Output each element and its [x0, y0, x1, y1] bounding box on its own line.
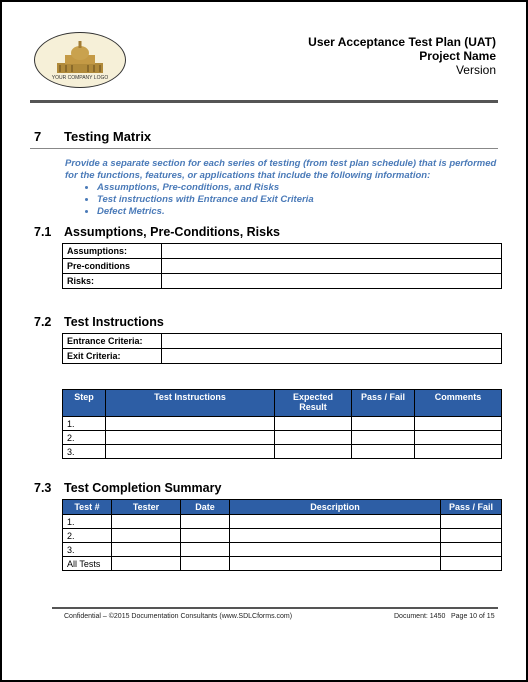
- table-cell[interactable]: [352, 445, 415, 459]
- section-7-intro: [65, 158, 505, 218]
- section-number: 7.3: [34, 481, 52, 495]
- test-instructions-table: [62, 389, 502, 459]
- table-cell[interactable]: [352, 431, 415, 445]
- table-cell[interactable]: [112, 515, 181, 529]
- company-logo: [34, 32, 126, 88]
- table-cell[interactable]: [441, 515, 502, 529]
- table-cell[interactable]: [112, 557, 181, 571]
- table-cell[interactable]: [441, 543, 502, 557]
- section-divider: [30, 148, 498, 149]
- table-row: [63, 529, 502, 543]
- table-cell[interactable]: [441, 557, 502, 571]
- table-row: [63, 557, 502, 571]
- bullet-item: • Test instructions with Entrance and Exit Criteria: [97, 194, 505, 206]
- table-row: [63, 349, 502, 364]
- footer-divider: [52, 607, 498, 609]
- footer-document-number: Document: 1450: [394, 613, 446, 620]
- table-row: [63, 515, 502, 529]
- exit-criteria-cell[interactable]: [162, 349, 502, 364]
- row-label: Exit Criteria:: [63, 349, 162, 364]
- table-row: [63, 274, 502, 289]
- table-cell[interactable]: [441, 529, 502, 543]
- table-cell[interactable]: [275, 445, 352, 459]
- table-cell[interactable]: [275, 431, 352, 445]
- table-cell[interactable]: [112, 529, 181, 543]
- section-number: 7: [34, 129, 42, 144]
- table-header-row: [63, 500, 502, 515]
- section-title: Test Instructions: [64, 315, 164, 329]
- test-number-cell: 1.: [63, 515, 112, 529]
- risks-value-cell[interactable]: [162, 274, 502, 289]
- row-label: Entrance Criteria:: [63, 334, 162, 349]
- column-header: Date: [181, 500, 230, 515]
- version-label: Version: [455, 63, 496, 77]
- table-row: [63, 334, 502, 349]
- table-cell[interactable]: [275, 417, 352, 431]
- table-cell[interactable]: [415, 417, 502, 431]
- test-number-cell: 2.: [63, 529, 112, 543]
- section-7-3-heading: [34, 481, 221, 495]
- assumptions-value-cell[interactable]: [162, 244, 502, 259]
- column-header: Comments: [415, 390, 502, 417]
- section-7-heading: [34, 129, 151, 144]
- document-header: [308, 35, 496, 77]
- table-cell[interactable]: [230, 543, 441, 557]
- table-row: [63, 543, 502, 557]
- test-number-cell: 3.: [63, 543, 112, 557]
- table-cell[interactable]: [181, 543, 230, 557]
- table-row: [63, 445, 502, 459]
- table-cell[interactable]: [181, 557, 230, 571]
- criteria-table: [62, 333, 502, 364]
- table-cell[interactable]: [230, 529, 441, 543]
- column-header: Test #: [63, 500, 112, 515]
- table-row: [63, 244, 502, 259]
- table-cell[interactable]: [415, 445, 502, 459]
- column-header: Expected Result: [275, 390, 352, 417]
- intro-paragraph: Provide a separate section for each series of testing (from test plan schedule) that is performed for the functions, features, or applications that include the following information:: [65, 158, 497, 181]
- table-cell[interactable]: [181, 515, 230, 529]
- logo-text: YOUR COMPANY LOGO: [51, 75, 109, 81]
- project-name: Project Name: [419, 49, 496, 63]
- preconditions-value-cell[interactable]: [162, 259, 502, 274]
- section-title: Test Completion Summary: [64, 481, 222, 495]
- test-number-cell: All Tests: [63, 557, 112, 571]
- table-cell[interactable]: [106, 417, 275, 431]
- table-cell[interactable]: [106, 431, 275, 445]
- header-divider: [30, 100, 498, 103]
- bullet-item: • Defect Metrics.: [97, 206, 505, 218]
- document-title: User Acceptance Test Plan (UAT): [308, 35, 496, 49]
- column-header: Description: [230, 500, 441, 515]
- bullet-item: • Assumptions, Pre-conditions, and Risks: [97, 182, 505, 194]
- intro-bullets: [65, 182, 505, 218]
- step-cell: 3.: [63, 445, 106, 459]
- table-header-row: [63, 390, 502, 417]
- column-header: Test Instructions: [106, 390, 275, 417]
- table-cell[interactable]: [112, 543, 181, 557]
- row-label: Risks:: [63, 274, 162, 289]
- table-cell[interactable]: [352, 417, 415, 431]
- table-cell[interactable]: [415, 431, 502, 445]
- step-cell: 2.: [63, 431, 106, 445]
- table-row: [63, 259, 502, 274]
- table-row: [63, 431, 502, 445]
- footer-confidential: Confidential – ©2015 Documentation Consultants (www.SDLCforms.com): [64, 613, 293, 620]
- step-cell: 1.: [63, 417, 106, 431]
- table-cell[interactable]: [106, 445, 275, 459]
- table-cell[interactable]: [230, 515, 441, 529]
- row-label: Pre-conditions: [63, 259, 162, 274]
- table-cell[interactable]: [230, 557, 441, 571]
- table-cell[interactable]: [181, 529, 230, 543]
- section-number: 7.1: [34, 225, 52, 239]
- footer-page-number: Page 10 of 15: [451, 613, 495, 620]
- test-completion-table: [62, 499, 502, 571]
- section-title: Testing Matrix: [64, 129, 152, 144]
- column-header: Step: [63, 390, 106, 417]
- column-header: Tester: [112, 500, 181, 515]
- column-header: Pass / Fail: [441, 500, 502, 515]
- section-7-1-heading: [34, 225, 280, 239]
- section-number: 7.2: [34, 315, 52, 329]
- section-title: Assumptions, Pre-Conditions, Risks: [64, 225, 281, 239]
- column-header: Pass / Fail: [352, 390, 415, 417]
- assumptions-table: [62, 243, 502, 289]
- entrance-criteria-cell[interactable]: [162, 334, 502, 349]
- table-row: [63, 417, 502, 431]
- row-label: Assumptions:: [63, 244, 162, 259]
- section-7-2-heading: [34, 315, 164, 329]
